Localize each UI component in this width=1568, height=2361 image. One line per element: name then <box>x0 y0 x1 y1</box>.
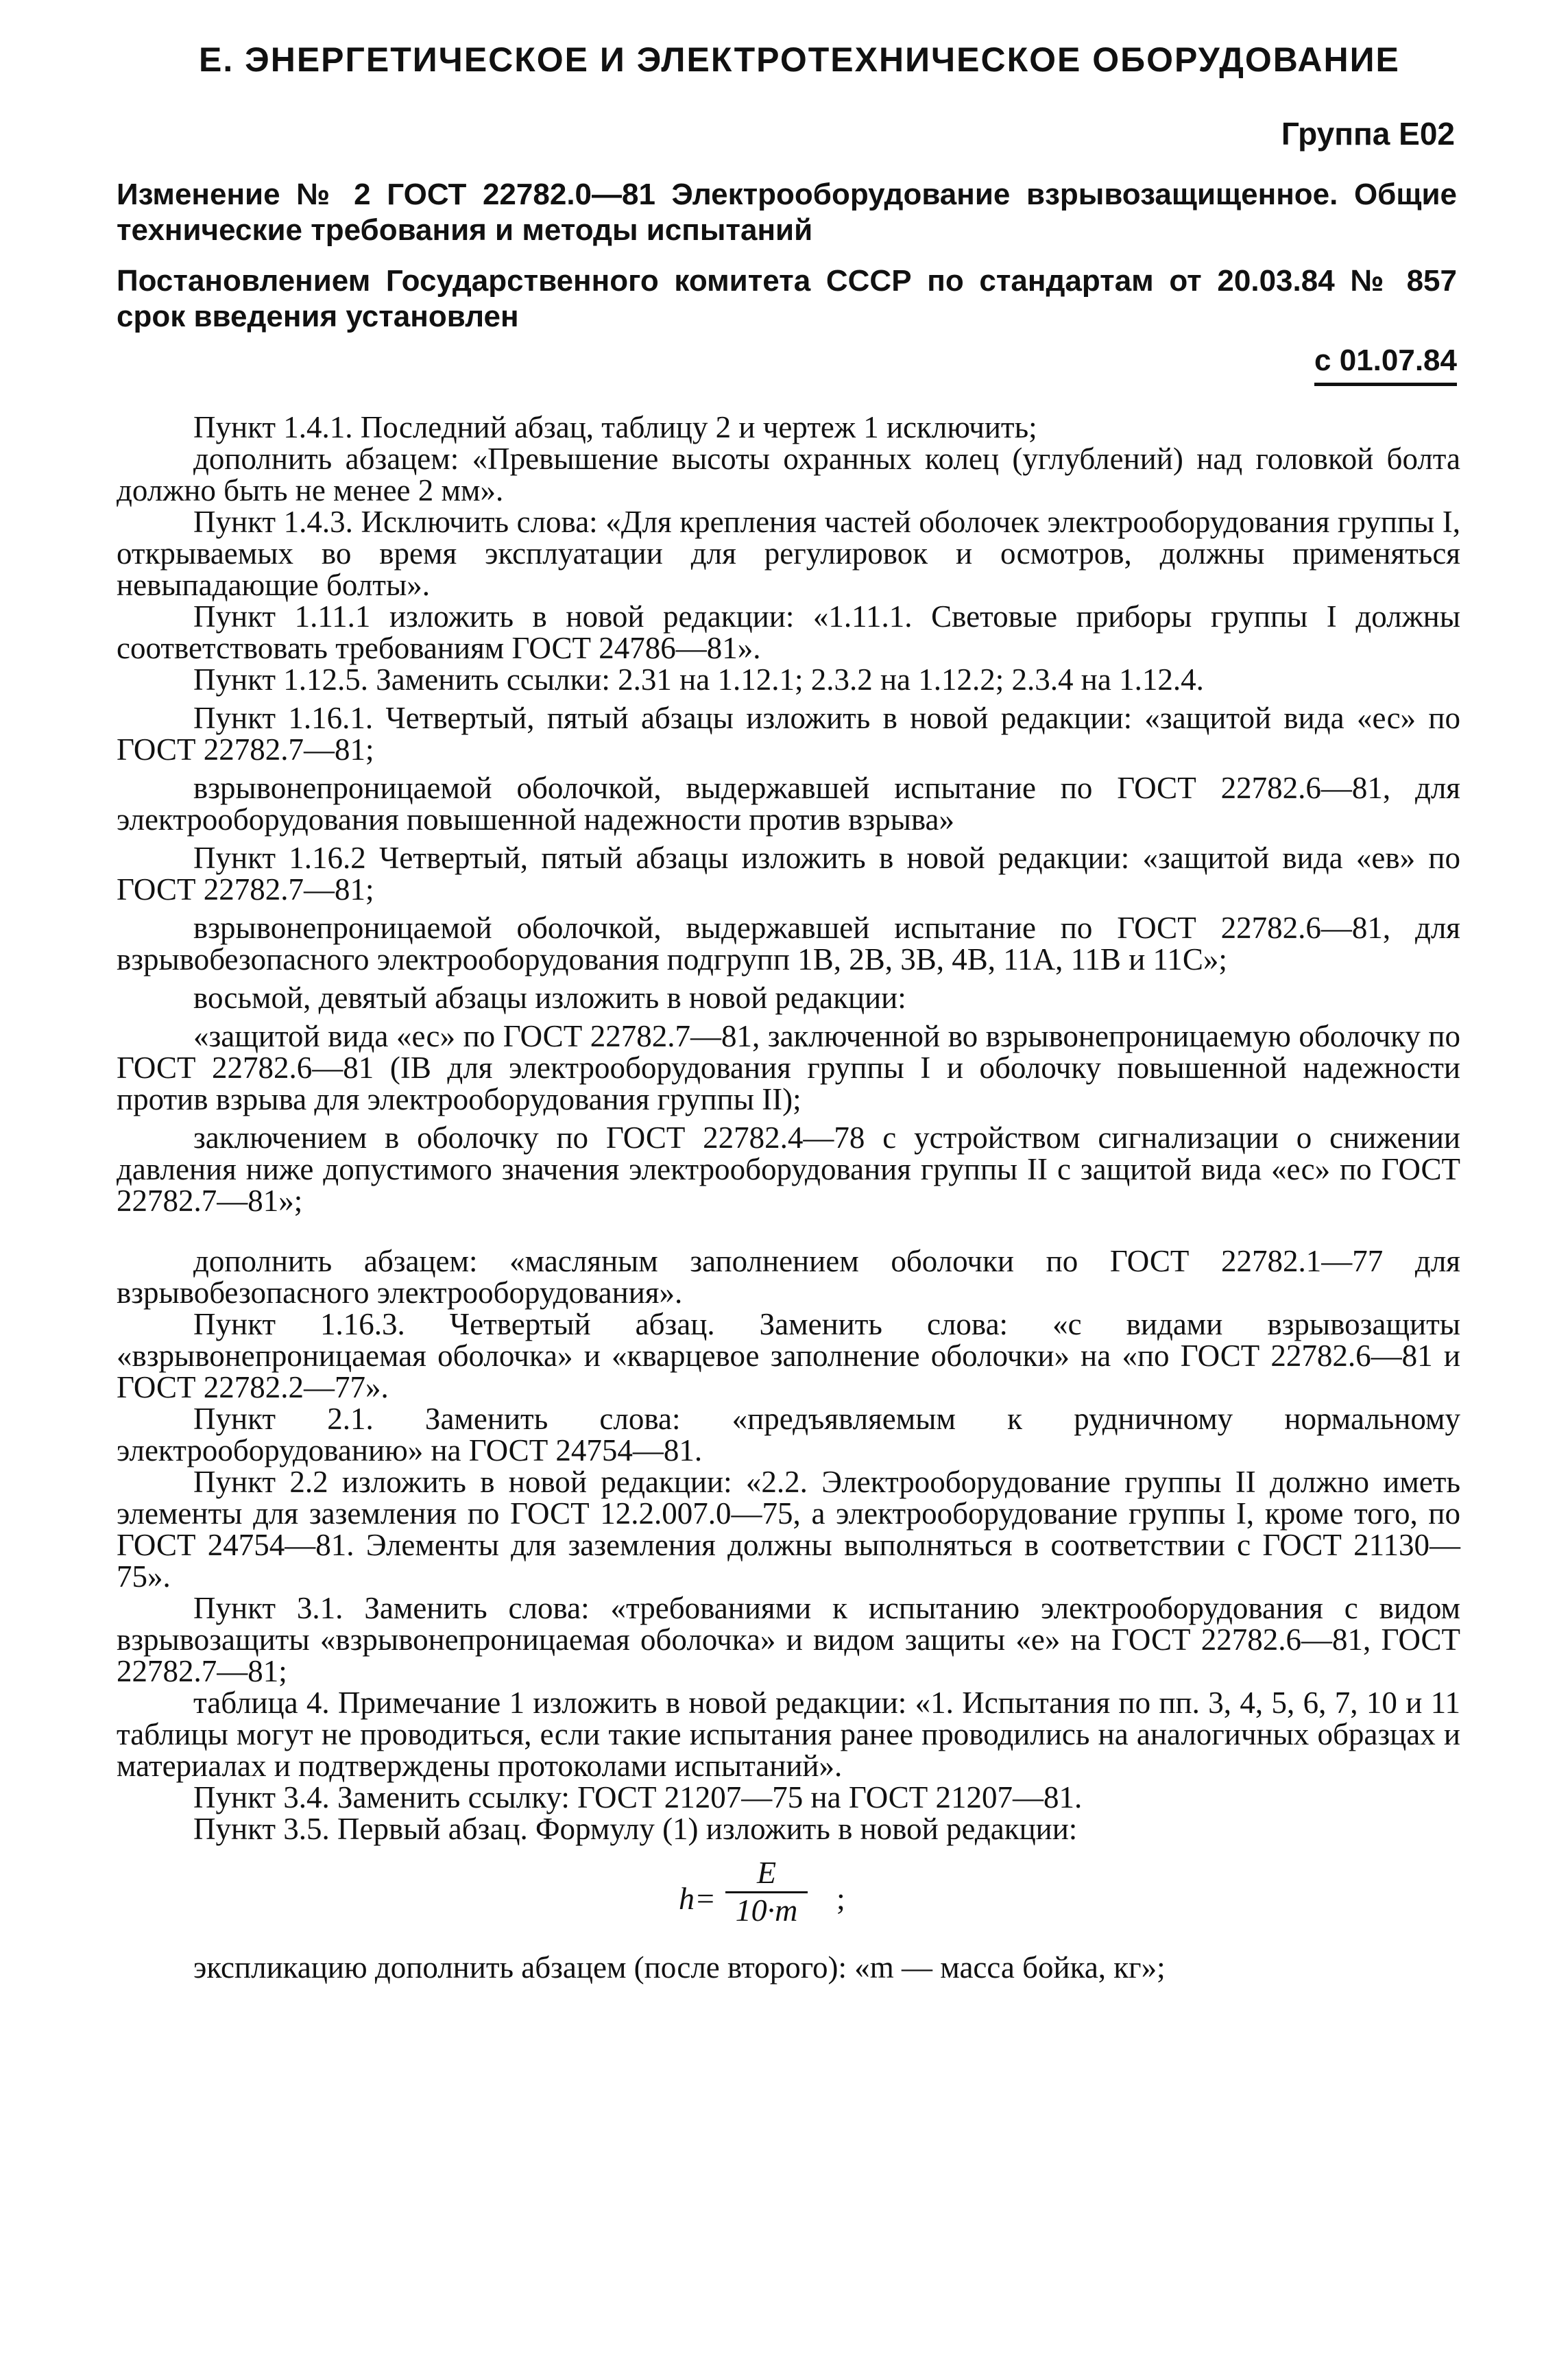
formula <box>117 1856 1460 1937</box>
formula-fraction <box>725 1856 808 1928</box>
paragraph: «защитой вида «ес» по ГОСТ 22782.7—81, заключенной во взрывонепроницаемую оболочку по ГОСТ 22782.6—81 (IВ для электрооборудования группы I и оболочку повышенной надежности против взрыва для электрооборудования группы II); <box>117 1019 1460 1116</box>
paragraph: дополнить абзацем: «Превышение высоты охранных колец (углублений) над головкой болта должно быть не менее 2 мм». <box>117 442 1460 507</box>
group-label: Группа Е02 <box>1281 116 1455 152</box>
paragraph: Пункт 3.5. Первый абзац. Формулу (1) изложить в новой редакции: <box>193 1812 1078 1846</box>
formula-terminator: ; <box>836 1881 845 1916</box>
paragraph: дополнить абзацем: «масляным заполнением оболочки по ГОСТ 22782.1—77 для взрывобезопасного электрооборудования». <box>117 1244 1460 1310</box>
paragraph: Пункт 1.11.1 изложить в новой редакции: «1.11.1. Световые приборы группы I должны соответствовать требованиям ГОСТ 24786—81». <box>117 599 1460 665</box>
paragraph: Пункт 2.2 изложить в новой редакции: «2.2. Электрооборудование группы II должно иметь элементы для заземления по ГОСТ 12.2.007.0—75, а электрооборудование группы I, кроме того, по ГОСТ 24754—81. Элементы для заземления должны выполняться в соответствии с ГОСТ 21130—75». <box>117 1465 1460 1594</box>
paragraph: экспликацию дополнить абзацем (после второго): «m — масса бойка, кг»; <box>193 1950 1166 1985</box>
paragraph: заключением в оболочку по ГОСТ 22782.4—78 с устройством сигнализации о снижении давления ниже допустимого значения электрооборудования группы II с защитой вида «ес» по ГОСТ 22782.7—81»; <box>117 1120 1460 1218</box>
paragraph: Пункт 3.1. Заменить слова: «требованиями к испытанию электрооборудования с видом взрывозащиты «взрывонепроницаемая оболочка» и видом защиты «е» на ГОСТ 22782.6—81, ГОСТ 22782.7—81; <box>117 1591 1460 1688</box>
paragraph: Пункт 3.4. Заменить ссылку: ГОСТ 21207—75 на ГОСТ 21207—81. <box>193 1780 1083 1814</box>
document-body <box>117 411 1460 1983</box>
paragraph: Пункт 1.16.2 Четвертый, пятый абзацы изложить в новой редакции: «защитой вида «ев» по ГОСТ 22782.7—81; <box>117 841 1460 907</box>
paragraph: Пункт 1.16.1. Четвертый, пятый абзацы изложить в новой редакции: «защитой вида «ес» по ГОСТ 22782.7—81; <box>117 701 1460 767</box>
paragraph: таблица 4. Примечание 1 изложить в новой редакции: «1. Испытания по пп. 3, 4, 5, 6, 7, 10 и 11 таблицы могут не проводиться, если такие испытания ранее проводились на аналогичных образцах и материалах и подтверждены протоколами испытаний». <box>117 1686 1460 1783</box>
paragraph: Пункт 2.1. Заменить слова: «предъявляемым к рудничному нормальному электрооборудованию» на ГОСТ 24754—81. <box>117 1402 1460 1467</box>
resolution-text: Постановлением Государственного комитета СССР по стандартам от 20.03.84 № 857 срок введения установлен <box>117 264 1457 333</box>
paragraph: Пункт 1.16.3. Четвертый абзац. Заменить слова: «с видами взрывозащиты «взрывонепроницаемая оболочка» и «кварцевое заполнение оболочки» на «по ГОСТ 22782.6—81 и ГОСТ 22782.2—77». <box>117 1307 1460 1404</box>
paragraph: Пункт 1.4.3. Исключить слова: «Для крепления частей оболочек электрооборудования группы I, открываемых во время эксплуатации для регулировок и осмотров, должны применяться невыпадающие болты». <box>117 505 1460 602</box>
paragraph: восьмой, девятый абзацы изложить в новой редакции: <box>193 981 906 1015</box>
change-title: Изменение № 2 ГОСТ 22782.0—81 Электрооборудование взрывозащищенное. Общие технические требования и методы испытаний <box>117 178 1457 247</box>
formula-lhs: h= <box>679 1881 716 1916</box>
formula-numerator: E <box>756 1855 777 1890</box>
paragraph: Пункт 1.12.5. Заменить ссылки: 2.31 на 1.12.1; 2.3.2 на 1.12.2; 2.3.4 на 1.12.4. <box>193 662 1204 697</box>
paragraph: Пункт 1.4.1. Последний абзац, таблицу 2 и чертеж 1 исключить; <box>193 410 1037 444</box>
formula-denominator: 10·m <box>735 1893 798 1928</box>
paragraph: взрывонепроницаемой оболочкой, выдержавшей испытание по ГОСТ 22782.6—81, для взрывобезопасного электрооборудования подгрупп 1В, 2В, 3В, 4В, 11А, 11В и 11С»; <box>117 911 1460 976</box>
effective-date: с 01.07.84 <box>1314 343 1457 386</box>
section-title: Е. ЭНЕРГЕТИЧЕСКОЕ И ЭЛЕКТРОТЕХНИЧЕСКОЕ ОБОРУДОВАНИЕ <box>199 40 1400 79</box>
paragraph: взрывонепроницаемой оболочкой, выдержавшей испытание по ГОСТ 22782.6—81, для электрооборудования повышенной надежности против взрыва» <box>117 771 1460 837</box>
